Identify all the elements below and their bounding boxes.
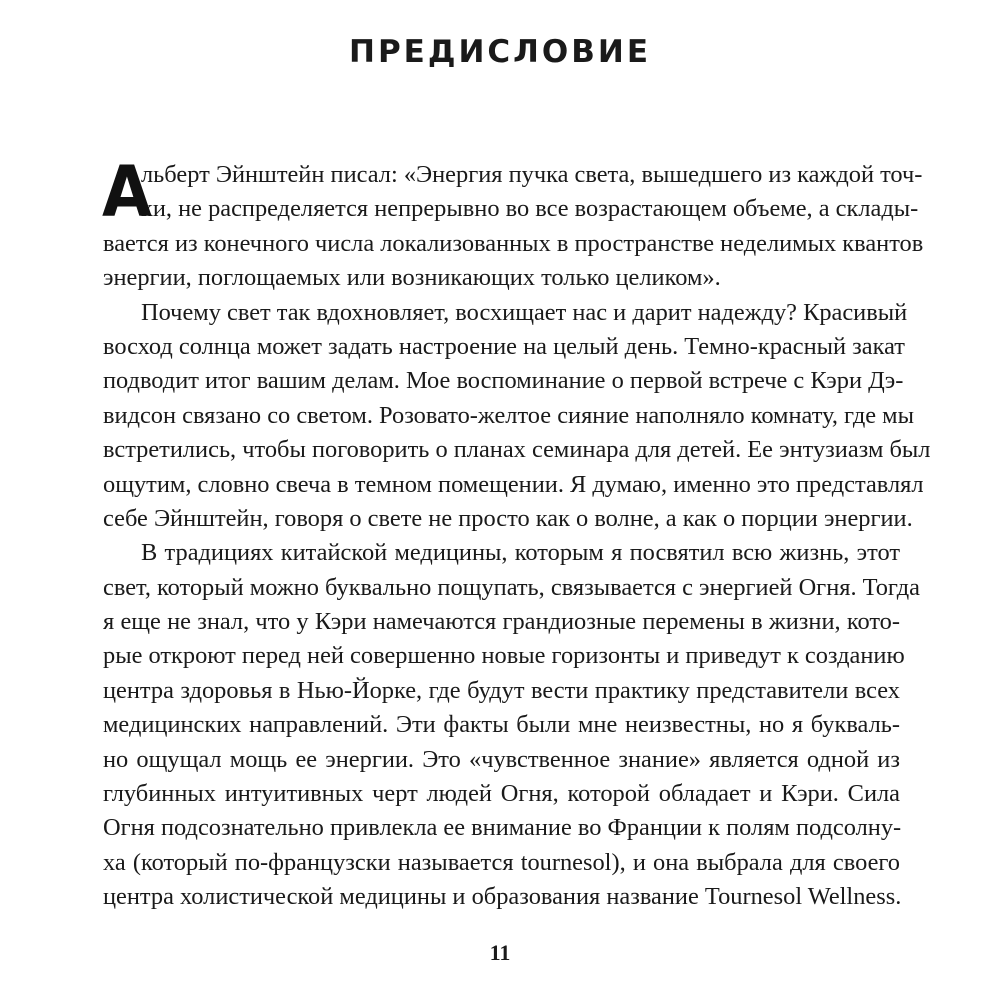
drop-cap: А bbox=[102, 151, 152, 233]
paragraph-1 bbox=[102, 151, 924, 296]
text-line: медицинских направлений. Эти факты были мне неизвестны, но я букваль- bbox=[103, 711, 900, 739]
text-line: ощутим, словно свеча в темном помещении. Я думаю, именно это представлял bbox=[103, 470, 924, 498]
text-line: энергии, поглощаемых или возникающих только целиком». bbox=[103, 264, 721, 292]
text-line: ки, не распределяется непрерывно во все возрастающем объеме, а склады- bbox=[141, 195, 919, 223]
text-line: подводит итог вашим делам. Мое воспоминание о первой встрече с Кэри Дэ- bbox=[103, 367, 904, 395]
text-line: льберт Эйнштейн писал: «Энергия пучка света, вышедшего из каждой точ- bbox=[141, 161, 923, 188]
paragraph-2 bbox=[103, 296, 931, 537]
body-text bbox=[102, 151, 931, 915]
text-line: глубинных интуитивных черт людей Огня, которой обладает и Кэри. Сила bbox=[103, 780, 900, 808]
text-line: я еще не знал, что у Кэри намечаются грандиозные перемены в жизни, кото- bbox=[103, 608, 900, 636]
text-line: вается из конечного числа локализованных в пространстве неделимых квантов bbox=[103, 229, 924, 257]
page-number: 11 bbox=[489, 940, 511, 965]
text-line: рые откроют перед ней совершенно новые горизонты и приведут к созданию bbox=[103, 642, 905, 670]
chapter-title: ПРЕДИСЛОВИЕ bbox=[349, 34, 651, 70]
text-line: но ощущал мощь ее энергии. Это «чувственное знание» является одной из bbox=[103, 745, 900, 773]
text-line: встретились, чтобы поговорить о планах семинара для детей. Ее энтузиазм был bbox=[103, 436, 931, 464]
text-line: себе Эйнштейн, говоря о свете не просто как о волне, а как о порции энергии. bbox=[103, 504, 913, 532]
text-line: ха (который по-французски называется tournesol), и она выбрала для своего bbox=[103, 848, 900, 876]
text-line: центра здоровья в Нью-Йорке, где будут вести практику представители всех bbox=[103, 676, 900, 704]
text-line: центра холистической медицины и образования название Tournesol Wellness. bbox=[103, 883, 902, 911]
text-line: В традициях китайской медицины, которым я посвятил всю жизнь, этот bbox=[141, 539, 900, 567]
text-line: Огня подсознательно привлекла ее внимание во Франции к полям подсолну- bbox=[103, 814, 902, 842]
text-line: Почему свет так вдохновляет, восхищает нас и дарит надежду? Красивый bbox=[141, 298, 908, 326]
text-line: свет, который можно буквально пощупать, связывается с энергией Огня. Тогда bbox=[103, 573, 920, 601]
text-line: видсон связано со светом. Розовато-желтое сияние наполняло комнату, где мы bbox=[103, 401, 914, 429]
text-line: восход солнца может задать настроение на целый день. Темно-красный закат bbox=[103, 332, 905, 360]
paragraph-3 bbox=[103, 536, 920, 914]
